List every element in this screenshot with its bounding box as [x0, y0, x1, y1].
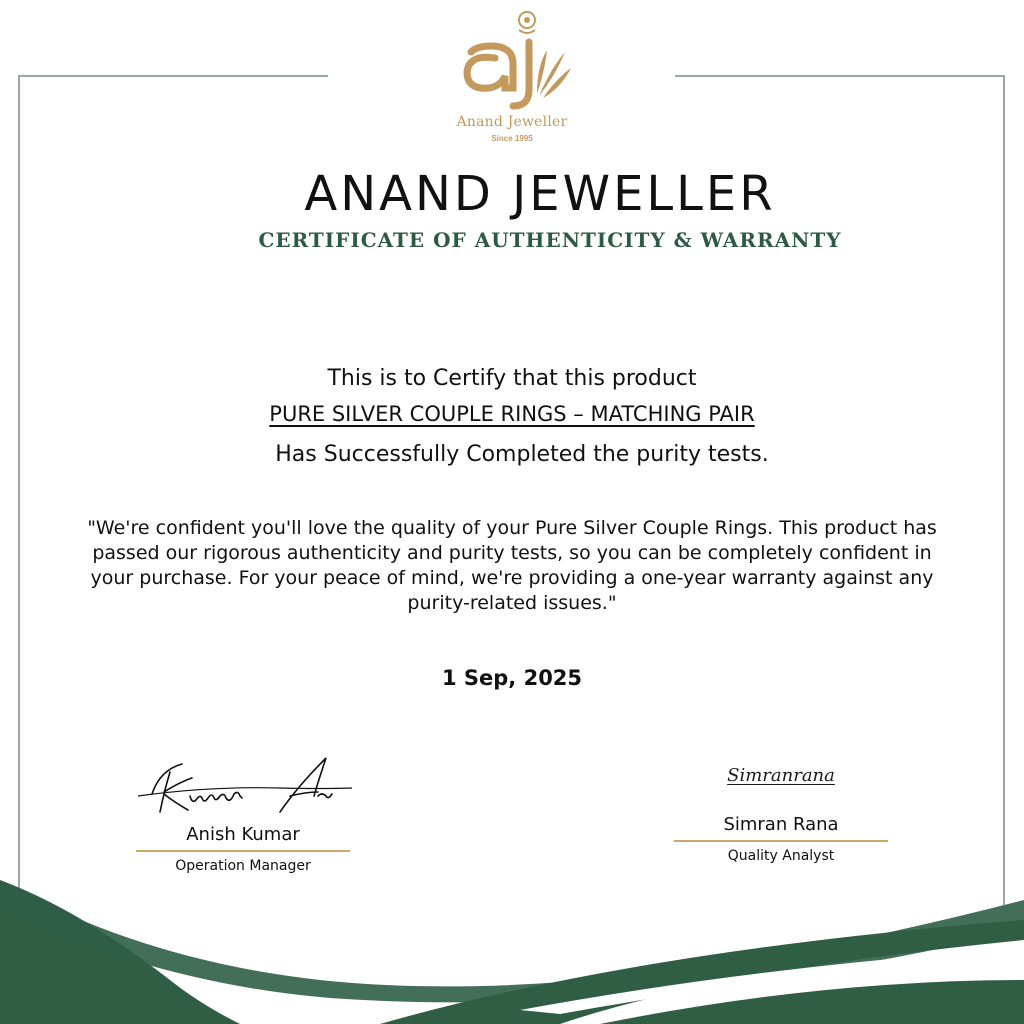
frame-top-right-line — [675, 75, 1005, 77]
page-title: ANAND JEWELLER — [304, 166, 776, 222]
handwritten-signature-right: Simranrana — [727, 765, 835, 786]
certify-line: This is to Certify that this product — [327, 366, 697, 391]
certificate-date: 1 Sep, 2025 — [441, 666, 583, 690]
handwritten-signature-left — [130, 752, 356, 820]
signature-rule-right — [674, 840, 888, 842]
brand-logo — [424, 6, 600, 146]
product-name: PURE SILVER COUPLE RINGS – MATCHING PAIR — [269, 402, 755, 426]
signatory-name-right: Simran Rana — [723, 814, 839, 835]
signatory-role-right: Quality Analyst — [727, 848, 835, 864]
logo-since-text: Since 1995 — [491, 134, 533, 143]
logo-brand-name: Anand Jeweller — [456, 114, 568, 130]
completed-line: Has Successfully Completed the purity tests. — [275, 442, 769, 467]
signature-block-left — [130, 752, 356, 874]
signatory-name-left: Anish Kumar — [186, 824, 300, 845]
certificate-subtitle: CERTIFICATE OF AUTHENTICITY & WARRANTY — [258, 228, 842, 252]
decorative-wave-footer — [0, 870, 1024, 1024]
aj-monogram-icon — [447, 6, 577, 114]
frame-left-line — [18, 75, 20, 905]
frame-top-left-line — [18, 75, 328, 77]
signature-block-right — [668, 760, 894, 864]
frame-right-line — [1003, 75, 1005, 905]
warranty-quote: "We're confident you'll love the quality of your Pure Silver Couple Rings. This product has passed our rigorous authenticity and purity tests, so you can be completely confident in your purchase. For your peace of mind, we're providing a one-year warranty against any purity-related issues." — [87, 517, 937, 614]
signature-rule-left — [136, 850, 350, 852]
signatory-role-left: Operation Manager — [175, 858, 311, 874]
